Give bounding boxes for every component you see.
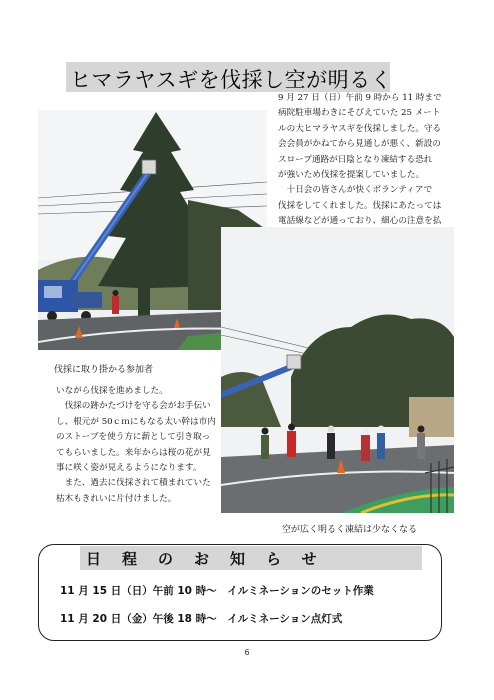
photo-caption-2: 空が広く明るく凍結は少なくなる [282, 525, 418, 535]
body-line: 伐採をしてくれました。伐採にあたっては [278, 200, 442, 211]
page-number: 6 [244, 648, 250, 657]
photo-caption-1: 伐採に取り掛かる参加者 [54, 365, 154, 375]
body-line: 会会員がかねてから見通しが悪く、新設の [278, 139, 441, 150]
body-line: 事に咲く姿が見えるようになります。 [56, 463, 202, 474]
photo-open-sky-illustration [221, 227, 454, 513]
article-title: ヒマラヤスギを伐採し空が明るく [70, 68, 393, 92]
body-line: 枯木もきれいに片付けました。 [56, 493, 177, 504]
body-line: また、過去に伐採されて積まれていた [56, 478, 211, 489]
body-line: てもらいました。来年からは桜の花が見 [56, 447, 211, 458]
body-line: し、根元が 50ｃｍにもなる太い幹は市内 [56, 416, 216, 427]
schedule-item: 11 月 20 日（金）午後 18 時～ イルミネーション点灯式 [60, 613, 343, 625]
body-line: いながら伐採を進めました。 [56, 386, 168, 396]
schedule-item: 11 月 15 日（日）午前 10 時～ イルミネーションのセット作業 [60, 585, 374, 597]
article-body-left [56, 384, 216, 507]
body-line: 9 月 27 日（日）午前 9 時から 11 時まで [278, 93, 442, 103]
photo-open-sky [221, 227, 454, 513]
schedule-heading: 日程のお知らせ [86, 550, 338, 568]
body-line: 電話線などが通っており、細心の注意を払 [278, 216, 442, 227]
body-line: 十日会の皆さんが快くボランティアで [278, 185, 433, 196]
body-line: ルの大ヒマラヤスギを伐採しました。守る [278, 123, 442, 134]
body-line: 伐採の跡かたづけを守る会がお手伝い [56, 401, 211, 412]
body-line: のストーブを使う方に薪として引き取っ [56, 432, 211, 443]
article-body-right [278, 91, 442, 230]
body-line: スロープ通路が日陰となり凍結する恐れ [278, 154, 433, 165]
body-line: が強いため伐採を提案していました。 [278, 170, 425, 181]
body-line: 病院駐車場わきにそびえていた 25 メート [278, 108, 441, 119]
